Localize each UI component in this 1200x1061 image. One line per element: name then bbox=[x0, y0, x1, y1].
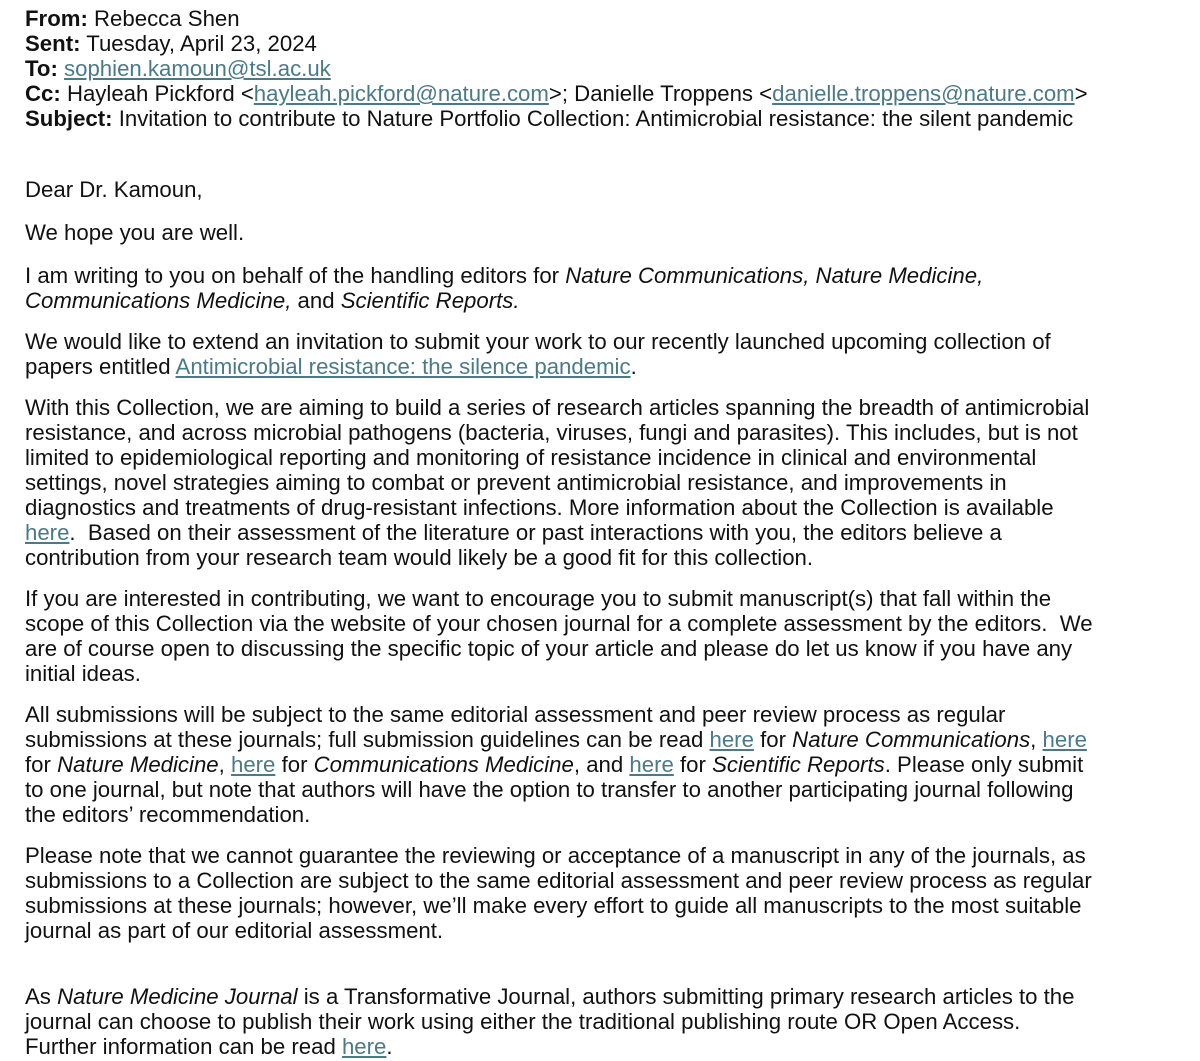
paragraph-7: Please note that we cannot guarantee the reviewing or acceptance of a manuscript in any of the journals, as submissions to a Collection are subject to the same editorial assessment and peer review process as regular submissions at these journals; however, we’ll make every effort to guide all manuscripts to the most suitable journal as part of our editorial assessment. bbox=[25, 843, 1092, 943]
cc-line: Cc: Hayleah Pickford <hayleah.pickford@nature.com>; Danielle Troppens <danielle.troppens@nature.com> bbox=[25, 81, 1088, 106]
guidelines-link-nature-communications[interactable]: here bbox=[709, 727, 754, 752]
paragraph-4: With this Collection, we are aiming to build a series of research articles spanning the breadth of antimicrobial resistance, and across microbial pathogens (bacteria, viruses, fungi and parasites). This includes, but is not limited to epidemiological reporting and monitoring of resistance incidence in clinical and environmental settings, novel strategies aiming to combat or prevent antimicrobial resistance, and improvements in diagnostics and treatments of drug-resistant infections. More information about the Collection is available here. Based on their assessment of the literature or past interactions with you, the editors believe a contribution from your research team would likely be a good fit for this collection. bbox=[25, 395, 1090, 570]
greeting: Dear Dr. Kamoun, bbox=[25, 177, 203, 202]
cc-email-link-2[interactable]: danielle.troppens@nature.com bbox=[772, 81, 1075, 106]
paragraph-2: I am writing to you on behalf of the handling editors for Nature Communications, Nature Medicine, Communications Medicine, and Scientific Reports. bbox=[25, 263, 984, 313]
subject-line: Subject: Invitation to contribute to Nature Portfolio Collection: Antimicrobial resistance: the silent pandemic bbox=[25, 106, 1074, 131]
guidelines-link-scientific-reports[interactable]: here bbox=[629, 752, 674, 777]
paragraph-8: As Nature Medicine Journal is a Transformative Journal, authors submitting primary research articles to the journal can choose to publish their work using either the traditional publishing route OR Open Access. Further information can be read here. bbox=[25, 984, 1075, 1059]
sent-date: Tuesday, April 23, 2024 bbox=[86, 31, 317, 56]
paragraph-5: If you are interested in contributing, we want to encourage you to submit manuscript(s) that fall within the scope of this Collection via the website of your chosen journal for a complete assessment by the editors. We are of course open to discussing the specific topic of your article and please do let us know if you have any initial ideas. bbox=[25, 586, 1093, 686]
email-header bbox=[25, 6, 1200, 131]
paragraph-1: We hope you are well. bbox=[25, 220, 245, 245]
collection-link[interactable]: Antimicrobial resistance: the silence pandemic bbox=[175, 354, 631, 379]
subject-text: Invitation to contribute to Nature Portfolio Collection: Antimicrobial resistance: the silent pandemic bbox=[118, 106, 1074, 131]
sent-line: Sent: Tuesday, April 23, 2024 bbox=[25, 31, 317, 56]
to-email-link[interactable]: sophien.kamoun@tsl.ac.uk bbox=[64, 56, 331, 81]
sender-name: Rebecca Shen bbox=[94, 6, 240, 31]
paragraph-3: We would like to extend an invitation to submit your work to our recently launched upcoming collection of papers entitled Antimicrobial resistance: the silence pandemic. bbox=[25, 329, 1051, 379]
from-line: From: Rebecca Shen bbox=[25, 6, 240, 31]
to-line: To: sophien.kamoun@tsl.ac.uk bbox=[25, 56, 331, 81]
open-access-info-link[interactable]: here bbox=[341, 1034, 387, 1059]
more-info-link[interactable]: here bbox=[25, 520, 70, 545]
guidelines-link-nature-medicine[interactable]: here bbox=[1042, 727, 1087, 752]
email-body bbox=[25, 177, 1200, 1059]
cc-email-link-1[interactable]: hayleah.pickford@nature.com bbox=[253, 81, 549, 106]
paragraph-6: All submissions will be subject to the same editorial assessment and peer review process as regular submissions at these journals; full submission guidelines can be read here for Nature Communications, here for Nature Medicine, here for Communications Medicine, and here for Scientific Reports. Please only submit to one journal, but note that authors will have the option to transfer to another participating journal following the editors’ recommendation. bbox=[25, 702, 1087, 827]
guidelines-link-communications-medicine[interactable]: here bbox=[230, 752, 276, 777]
